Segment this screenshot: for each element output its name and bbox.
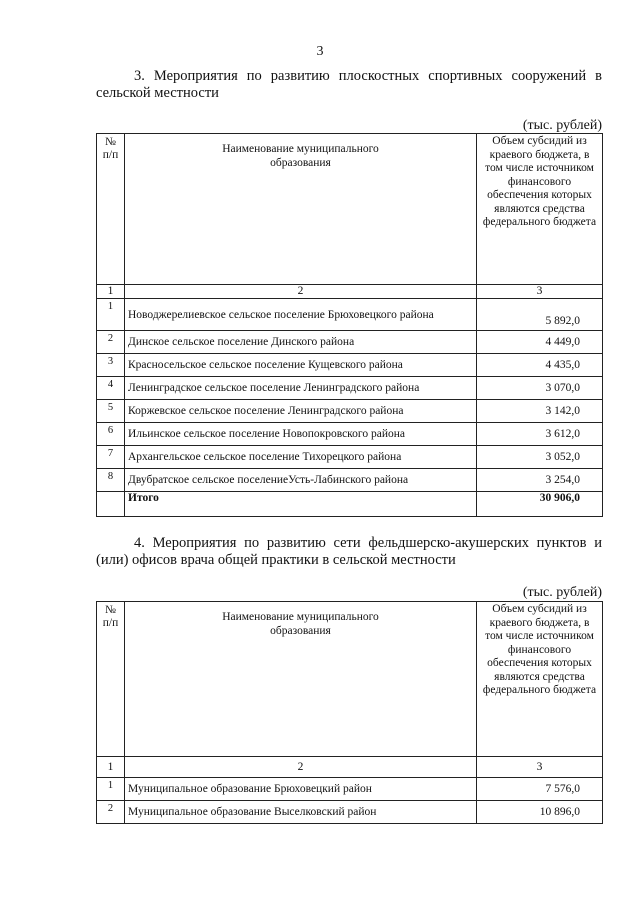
row-name: Ленинградское сельское поселение Ленинградского района <box>125 377 477 400</box>
row-value: 5 892,0 <box>477 299 603 331</box>
total-label: Итого <box>125 492 477 517</box>
row-number: 1 <box>97 778 125 801</box>
table-total-row <box>97 492 603 517</box>
table-row <box>97 377 603 400</box>
header-num: № п/п <box>97 134 125 285</box>
row-name: Коржевское сельское поселение Ленинградского района <box>125 400 477 423</box>
row-number: 5 <box>97 400 125 423</box>
row-value: 3 254,0 <box>477 469 603 492</box>
index-cell: 3 <box>477 757 603 778</box>
table-row <box>97 801 603 824</box>
row-number: 2 <box>97 331 125 354</box>
index-cell: 2 <box>125 757 477 778</box>
row-name: Красносельское сельское поселение Кущевского района <box>125 354 477 377</box>
row-name: Новоджерелиевское сельское поселение Брюховецкого района <box>125 299 477 331</box>
row-number: 4 <box>97 377 125 400</box>
row-name: Динское сельское поселение Динского района <box>125 331 477 354</box>
row-number: 6 <box>97 423 125 446</box>
page-number: 3 <box>316 44 324 59</box>
row-name: Муниципальное образование Выселковский район <box>125 801 477 824</box>
index-cell: 1 <box>97 757 125 778</box>
row-number: 8 <box>97 469 125 492</box>
table-header-row <box>97 602 603 757</box>
row-value: 4 449,0 <box>477 331 603 354</box>
row-name: Двубратское сельское поселениеУсть-Лабинского района <box>125 469 477 492</box>
table-row <box>97 778 603 801</box>
row-value: 4 435,0 <box>477 354 603 377</box>
index-cell: 3 <box>477 285 603 299</box>
row-name: Муниципальное образование Брюховецкий район <box>125 778 477 801</box>
table-row <box>97 331 603 354</box>
row-value: 7 576,0 <box>477 778 603 801</box>
table-index-row <box>97 757 603 778</box>
section-4-table <box>96 601 603 824</box>
row-number: 3 <box>97 354 125 377</box>
row-value: 3 070,0 <box>477 377 603 400</box>
header-value: Объем субсидий из краевого бюджета, в том числе источником финансового обеспечения которых являются средства федерального бюджета <box>477 134 603 285</box>
section-4-heading: 4. Мероприятия по развитию сети фельдшерско-акушерских пунктов и (или) офисов врача общей практики в сельской местности <box>96 535 602 568</box>
total-number-cell <box>97 492 125 517</box>
table-index-row <box>97 285 603 299</box>
row-name: Архангельское сельское поселение Тихорецкого района <box>125 446 477 469</box>
table-row <box>97 469 603 492</box>
index-cell: 2 <box>125 285 477 299</box>
header-value: Объем субсидий из краевого бюджета, в том числе источником финансового обеспечения которых являются средства федерального бюджета <box>477 602 603 757</box>
row-value: 3 142,0 <box>477 400 603 423</box>
header-name: Наименование муниципального образования <box>125 602 477 757</box>
row-name: Ильинское сельское поселение Новопокровского района <box>125 423 477 446</box>
table-row <box>97 400 603 423</box>
row-number: 2 <box>97 801 125 824</box>
row-value: 3 052,0 <box>477 446 603 469</box>
index-cell: 1 <box>97 285 125 299</box>
table-header-row <box>97 134 603 285</box>
header-num: № п/п <box>97 602 125 757</box>
row-value: 10 896,0 <box>477 801 603 824</box>
table-row <box>97 423 603 446</box>
row-number: 1 <box>97 299 125 331</box>
row-value: 3 612,0 <box>477 423 603 446</box>
total-value: 30 906,0 <box>477 492 603 517</box>
table-row <box>97 354 603 377</box>
row-number: 7 <box>97 446 125 469</box>
header-name: Наименование муниципального образования <box>125 134 477 285</box>
section-4-units: (тыс. рублей) <box>522 585 602 600</box>
table-row <box>97 299 603 331</box>
section-3-table <box>96 133 603 517</box>
table-row <box>97 446 603 469</box>
section-3-heading: 3. Мероприятия по развитию плоскостных спортивных сооружений в сельской местности <box>96 68 602 101</box>
section-3-units: (тыс. рублей) <box>522 118 602 133</box>
